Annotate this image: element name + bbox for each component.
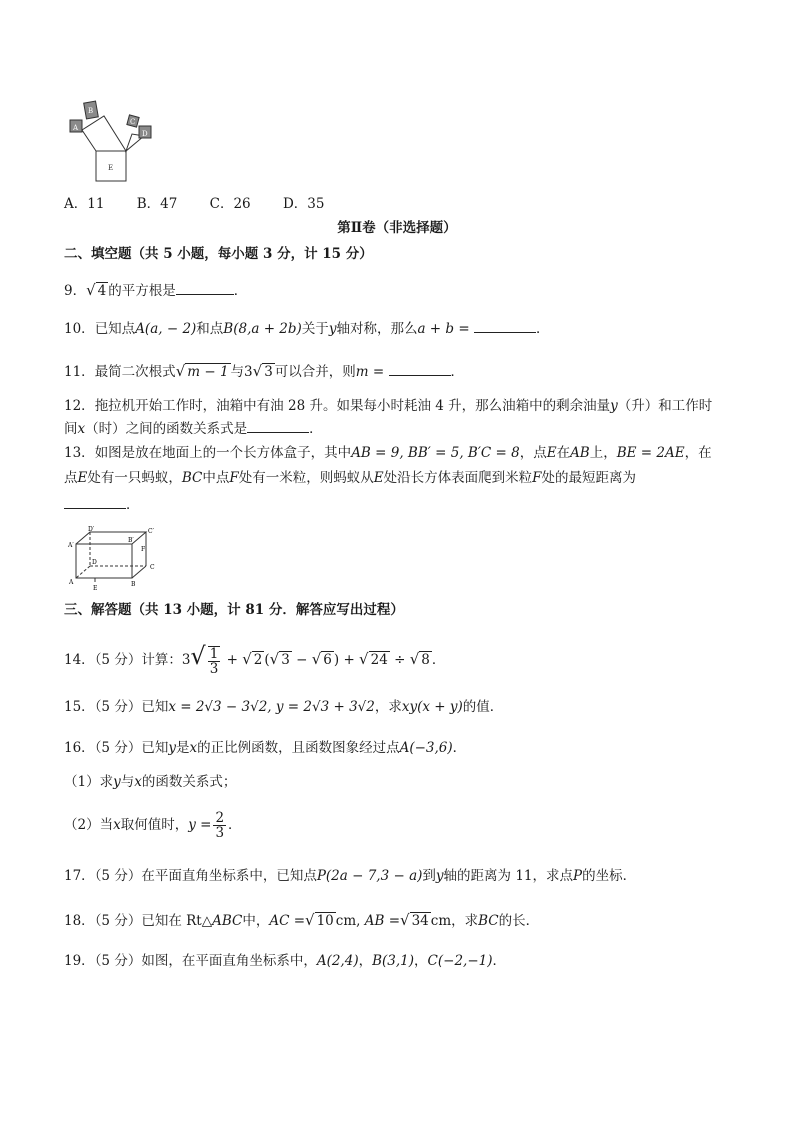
label-A: A (73, 124, 79, 132)
question-13-line1: 13．如图是放在地面上的一个长方体盒子，其中AB = 9, BB′ = 5, B′C = 8，点E在AB上，BE = 2AE，在 (64, 445, 712, 461)
section2-title: 二、填空题（共 5 小题，每小题 3 分，计 15 分） (64, 246, 373, 262)
label-B: B (131, 581, 136, 588)
label-E: E (93, 585, 98, 592)
question-11: 11．最简二次根式√ m − 1 与3√ 3 可以合并，则m = ． (64, 362, 464, 380)
question-18: 18．（5 分）已知在 Rt△ABC中，AC =√ 10 cm, AB =√ 34 cm，求BC的长． (64, 911, 540, 929)
answer-blank[interactable] (176, 280, 234, 295)
question-13-line3: ． (64, 494, 754, 515)
section3-title: 三、解答题（共 13 小题，计 81 分．解答应写出过程） (64, 602, 404, 618)
answer-blank[interactable] (474, 318, 536, 333)
label-B: B (88, 107, 94, 115)
choice-c: C．26 (209, 196, 251, 212)
question-10: 10．已知点A(a, − 2)和点B(8,a + 2b)关于y轴对称，那么a + b = ． (64, 318, 754, 339)
question-12-line2: 间x（时）之间的函数关系式是 ． (64, 418, 754, 439)
label-C: C (150, 564, 155, 571)
choice-b: B．47 (136, 196, 178, 212)
question-14: 14．（5 分）计算：3√ $\frac{1}{3}$ + √ 2 (√ 3 − √ 6 ) + √ 24 ÷ √ 8 ． (64, 642, 446, 677)
question-12-line1: 12．拖拉机开始工作时，油箱中有油 28 升。如果每小时耗油 4 升，那么油箱中的剩余油量y（升）和工作时 (64, 398, 713, 414)
label-F: F (141, 546, 146, 553)
label-D: D (92, 559, 97, 566)
label-A: A (69, 579, 74, 586)
answer-blank[interactable] (389, 361, 451, 376)
choice-a: A．11 (64, 196, 105, 212)
label-A-prime: A′ (68, 542, 74, 549)
question-16: 16．（5 分）已知y是x的正比例函数，且函数图象经过点A(−3,6)． (64, 740, 467, 756)
question-15: 15．（5 分）已知x = 2√3 − 3√2, y = 2√3 + 3√2，求xy(x + y)的值． (64, 699, 504, 715)
label-E: E (108, 164, 114, 172)
question-13-line2: 点E处有一只蚂蚁，BC中点F处有一米粒，则蚂蚁从E处沿长方体表面爬到米粒F处的最短距离为 (64, 470, 636, 486)
question-16-part2: （2）当x取何值时，y = $\frac{2}{3}$ ． (64, 810, 242, 841)
q8-choices (64, 194, 754, 214)
box-figure (64, 524, 168, 592)
label-D: D (142, 130, 148, 138)
question-16-part1: （1）求y与x的函数关系式； (64, 774, 237, 790)
answer-blank[interactable] (247, 418, 309, 433)
label-B-prime: B′ (128, 537, 134, 544)
choice-d: D．35 (282, 196, 325, 212)
question-19: 19．（5 分）如图，在平面直角坐标系中，A(2,4)，B(3,1)，C(−2,−1)． (64, 953, 506, 969)
squares-figure (64, 96, 160, 186)
label-C: C (130, 118, 136, 126)
label-C-prime: C′ (148, 528, 154, 535)
question-9: 9．√ 4 的平方根是 ． (64, 281, 248, 299)
question-17: 17．（5 分）在平面直角坐标系中，已知点P(2a − 7,3 − a)到y轴的距离为 11，求点P的坐标． (64, 868, 637, 884)
part2-title: 第Ⅱ卷（非选择题） (337, 220, 457, 236)
label-D-prime: D′ (88, 526, 95, 533)
answer-blank[interactable] (64, 494, 126, 509)
